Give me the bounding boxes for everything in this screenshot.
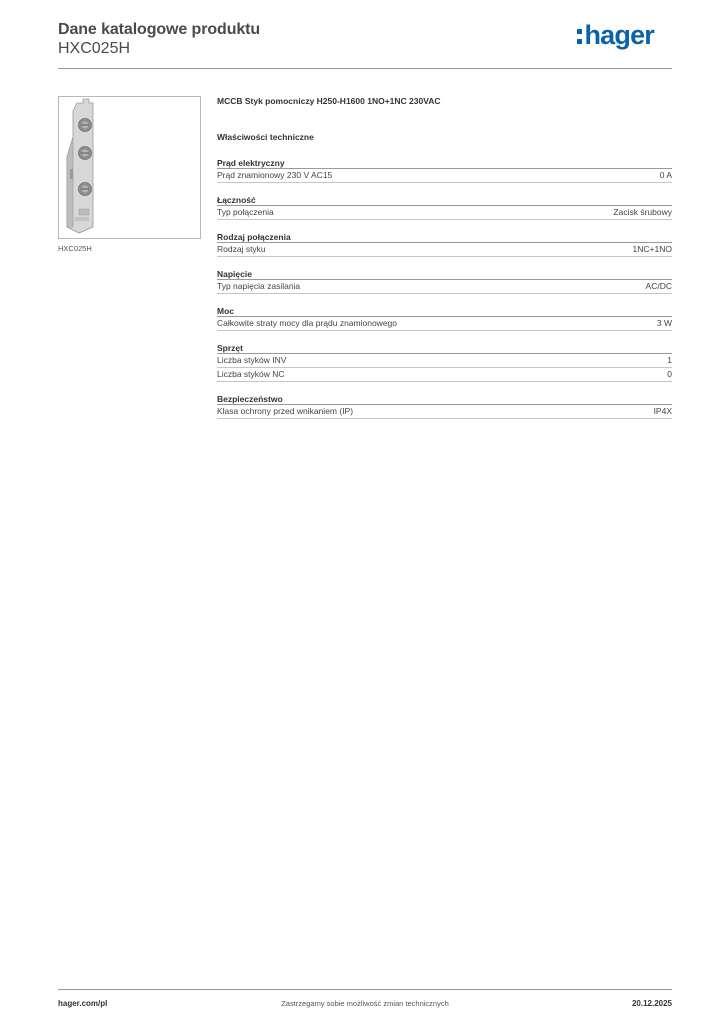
spec-value: 1NC+1NO [632, 244, 672, 254]
spec-group [217, 232, 672, 257]
section-title: Właściwości techniczne [217, 132, 314, 142]
footer-notice: Zastrzegamy sobie możliwość zmian technicznych [281, 999, 449, 1008]
hager-logo [577, 21, 654, 49]
group-title: Bezpieczeństwo [217, 394, 672, 405]
group-title: Sprzęt [217, 343, 672, 354]
spec-value: 1 [667, 355, 672, 365]
spec-label: Klasa ochrony przed wnikaniem (IP) [217, 406, 354, 416]
spec-label: Całkowite straty mocy dla prądu znamionowego [217, 318, 398, 328]
spec-label: Liczba styków INV [217, 355, 287, 365]
product-specs [217, 96, 672, 419]
spec-value: 0 A [659, 170, 672, 180]
spec-group [217, 394, 672, 419]
spec-value: Zacisk śrubowy [613, 207, 672, 217]
spec-row [217, 169, 672, 183]
product-name: MCCB Styk pomocniczy H250-H1600 1NO+1NC 230VAC [217, 96, 441, 106]
spec-value: IP4X [653, 406, 672, 416]
group-title: Moc [217, 306, 672, 317]
document-title: Dane katalogowe produktu [58, 21, 261, 38]
spec-label: Liczba styków NC [217, 369, 285, 379]
spec-row [217, 317, 672, 331]
page-footer [58, 989, 672, 1011]
product-image [58, 96, 201, 239]
product-code: HXC025H [58, 40, 131, 57]
spec-group [217, 306, 672, 331]
spec-group [217, 195, 672, 220]
spec-row [217, 405, 672, 419]
spec-row [217, 280, 672, 294]
auxiliary-contact-icon [59, 97, 200, 238]
spec-row [217, 354, 672, 368]
spec-group [217, 158, 672, 183]
group-title: Rodzaj połączenia [217, 232, 672, 243]
spec-label: Prąd znamionowy 230 V AC15 [217, 170, 333, 180]
spec-label: Typ napięcia zasilania [217, 281, 301, 291]
logo-colon-icon [577, 21, 582, 44]
group-title: Prąd elektryczny [217, 158, 672, 169]
spec-label: Typ połączenia [217, 207, 274, 217]
spec-value: 3 W [656, 318, 672, 328]
logo-text: hager [584, 20, 654, 50]
page-header [58, 21, 672, 69]
spec-row [217, 243, 672, 257]
spec-group [217, 269, 672, 294]
spec-row [217, 206, 672, 220]
group-title: Napięcie [217, 269, 672, 280]
footer-date: 20.12.2025 [631, 999, 672, 1008]
spec-label: Rodzaj styku [217, 244, 266, 254]
group-title: Łączność [217, 195, 672, 206]
spec-value: AC/DC [645, 281, 672, 291]
spec-group [217, 343, 672, 382]
footer-website-link[interactable]: hager.com/pl [58, 999, 108, 1008]
spec-row [217, 368, 672, 382]
image-caption: HXC025H [58, 244, 92, 253]
spec-value: 0 [667, 369, 672, 379]
